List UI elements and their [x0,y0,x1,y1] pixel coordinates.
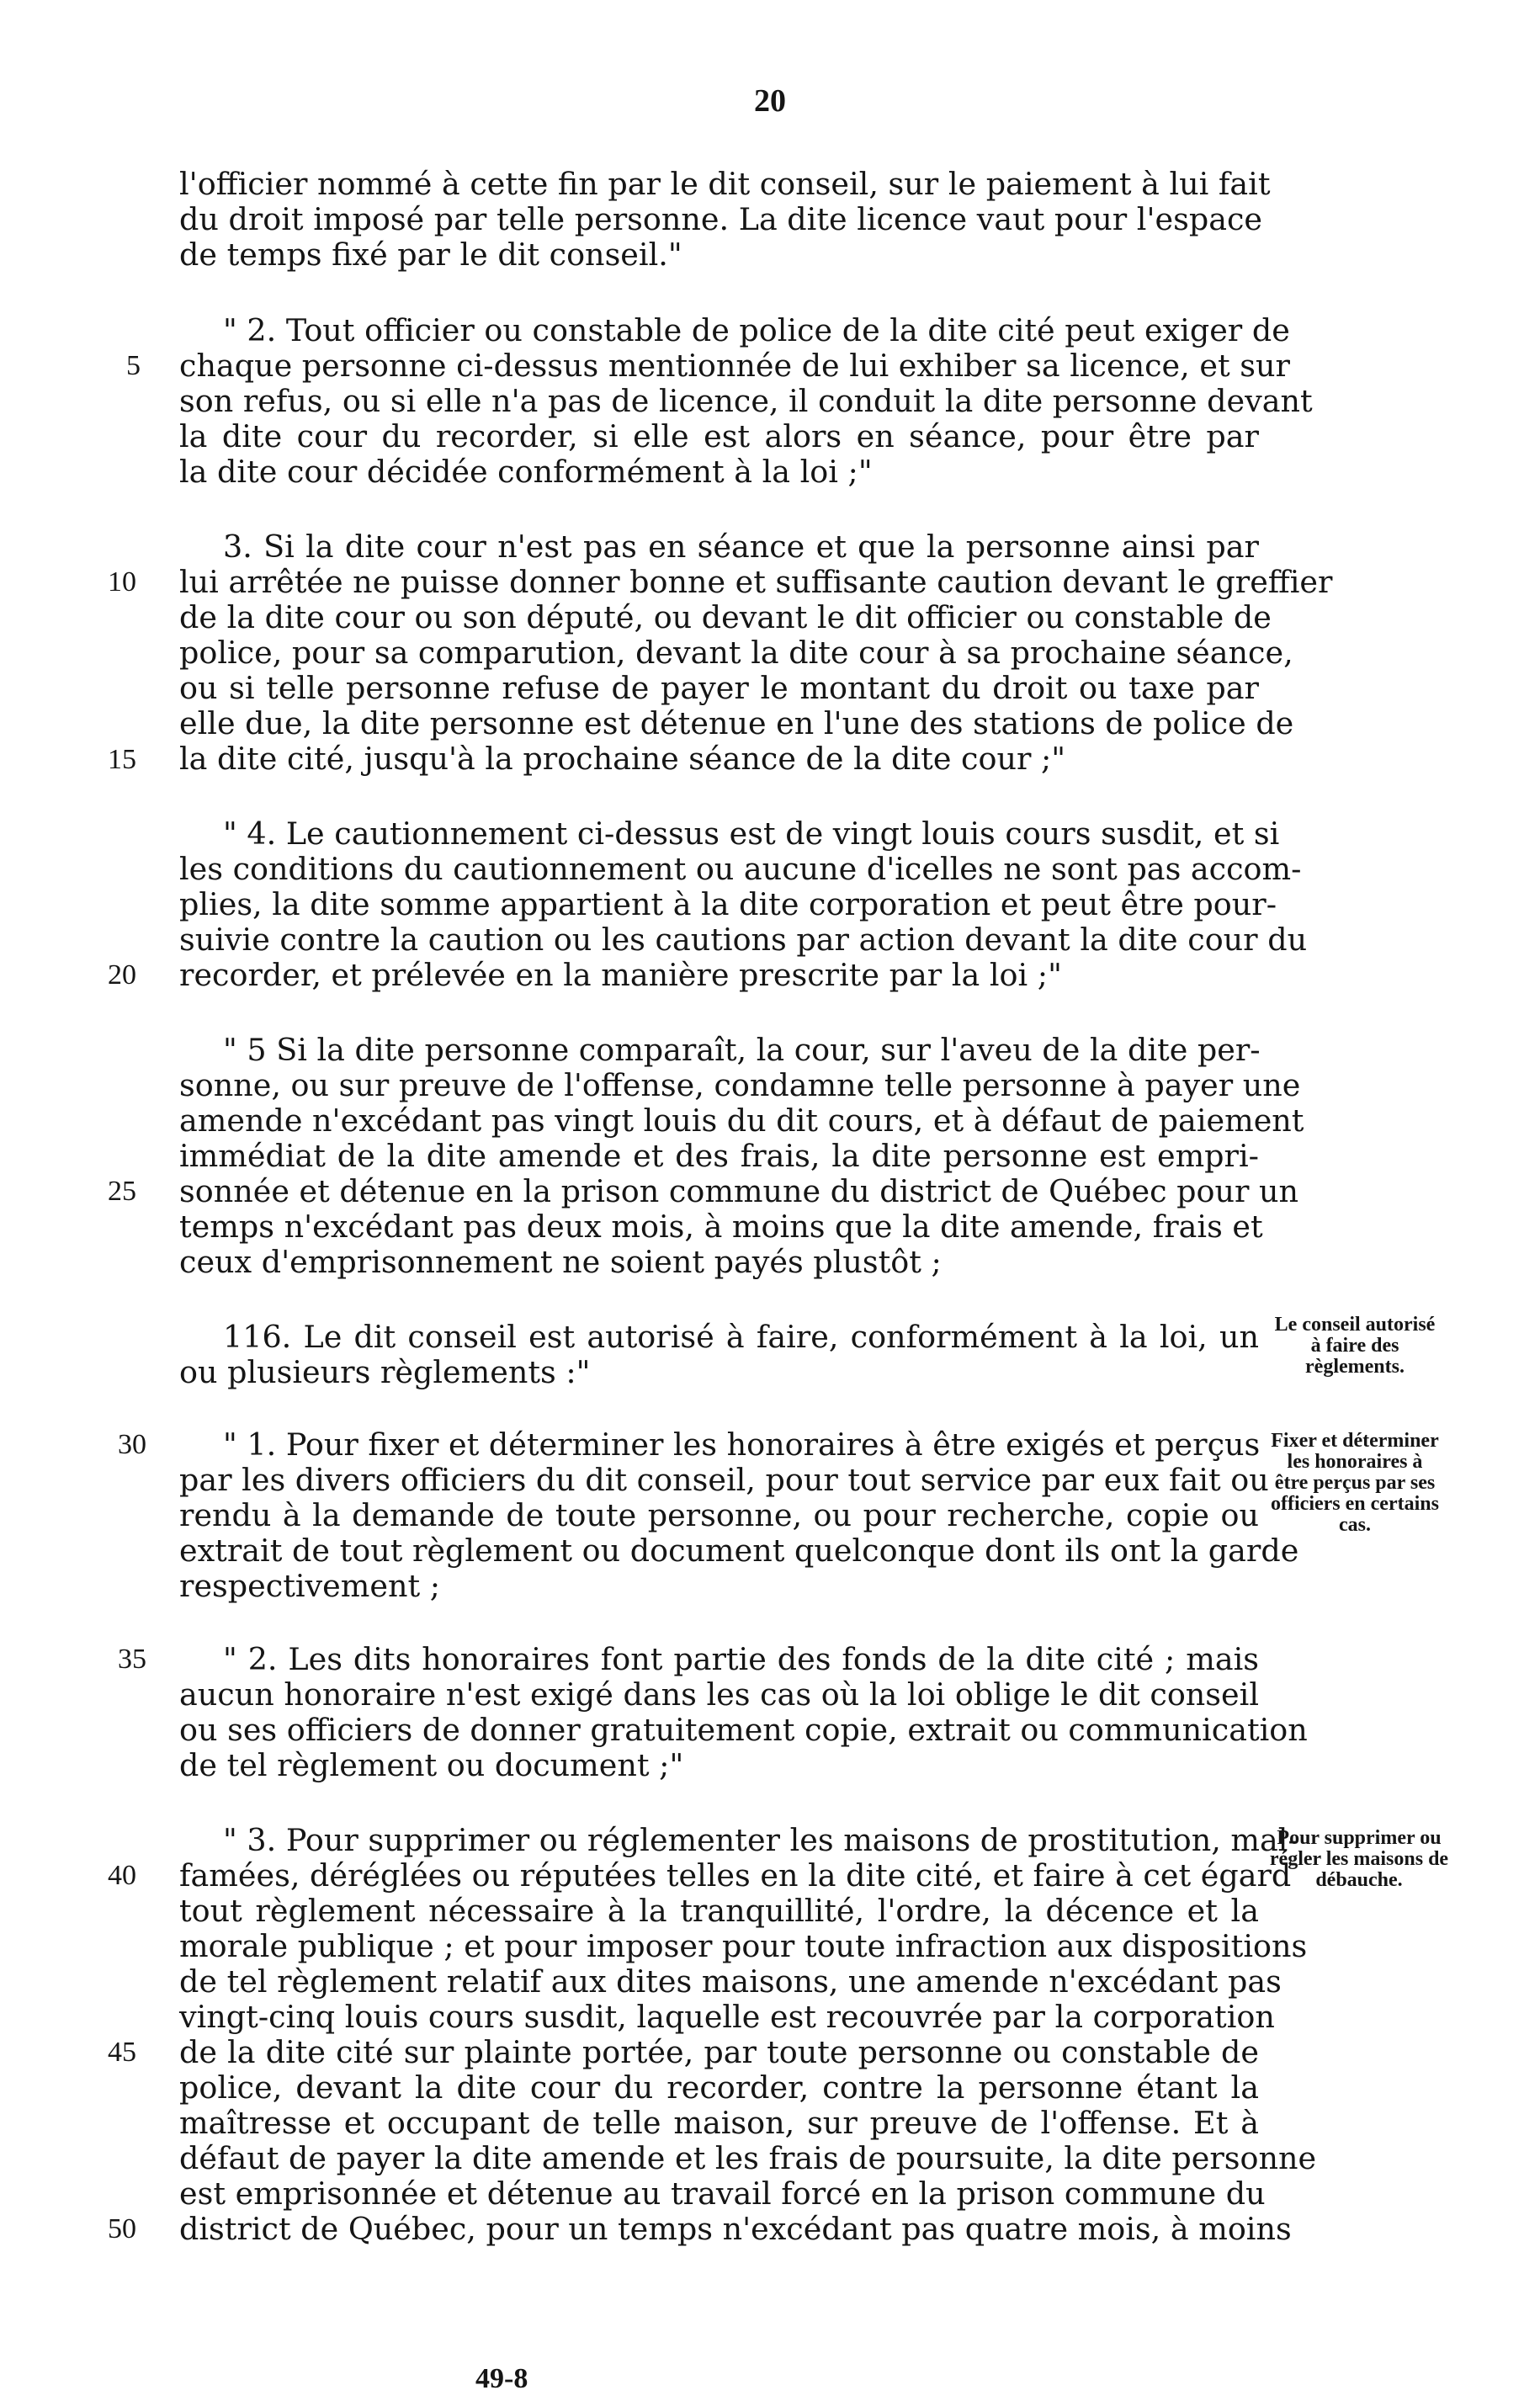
margin-note: Le conseil autorisé à faire des règlements. [1274,1314,1436,1378]
text-line: ou ses officiers de donner gratuitement copie, extrait ou communication [179,1712,1308,1748]
text-line: maîtresse et occupant de telle maison, sur preuve de l'offense. Et à [179,2105,1259,2141]
margin-note: Fixer et déterminer les honoraires à être perçus par ses officiers en certains cas. [1271,1430,1439,1536]
text-line: amende n'excédant pas vingt louis du dit cours, et à défaut de paiement [179,1102,1304,1139]
text-line: ou plusieurs règlements :" [179,1354,591,1390]
text-line: 3. Si la dite cour n'est pas en séance et que la personne ainsi par [223,529,1259,565]
text-line: respectivement ; [179,1568,441,1604]
line-number: 35 [118,1644,146,1675]
text-line: de la dite cité sur plainte portée, par toute personne ou constable de [179,2034,1259,2070]
text-line: sonnée et détenue en la prison commune du district de Québec pour un [179,1173,1299,1209]
paragraph [179,529,1333,777]
line-number: 40 [108,1860,136,1891]
text-line: famées, déréglées ou réputées telles en la dite cité, et faire à cet égard [179,1857,1292,1894]
text-line: elle due, la dite personne est détenue en l'une des stations de police de [179,705,1294,741]
text-line: immédiat de la dite amende et des frais, la dite personne est empri- [179,1138,1259,1174]
text-line: ou si telle personne refuse de payer le montant du droit ou taxe par [179,670,1259,706]
paragraph [179,1822,1317,2247]
text-line: recorder, et prélevée en la manière prescrite par la loi ;" [179,957,1062,993]
page-number: 20 [754,83,786,119]
text-line: " 1. Pour fixer et déterminer les honoraires à être exigés et perçus [223,1426,1261,1463]
text-line: de temps fixé par le dit conseil." [179,236,682,273]
text-line: son refus, ou si elle n'a pas de licence, il conduit la dite personne devant [179,383,1313,419]
margin-note: Pour supprimer ou régler les maisons de débauche. [1269,1827,1449,1891]
text-line: de tel règlement relatif aux dites maisons, une amende n'excédant pas [179,1963,1282,2000]
text-line: rendu à la demande de toute personne, ou pour recherche, copie ou [179,1497,1259,1533]
line-number: 15 [108,744,136,775]
paragraph [179,1032,1304,1280]
paragraph [179,312,1313,490]
text-line: est emprisonnée et détenue au travail forcé en la prison commune du [179,2175,1266,2212]
signature-mark: 49-8 [475,2363,528,2394]
line-number: 50 [108,2213,136,2244]
text-line: vingt-cinq louis cours susdit, laquelle est recouvrée par la corporation [179,1999,1275,2035]
text-line: morale publique ; et pour imposer pour toute infraction aux dispositions [179,1928,1308,1964]
text-line: " 5 Si la dite personne comparaît, la cour, sur l'aveu de la dite per- [223,1032,1261,1068]
text-line: l'officier nommé à cette fin par le dit conseil, sur le paiement à lui fait [179,166,1271,202]
text-line: " 2. Les dits honoraires font partie des fonds de la dite cité ; mais [223,1641,1259,1677]
text-line: police, pour sa comparution, devant la dite cour à sa prochaine séance, [179,635,1293,671]
paragraph [179,1641,1308,1783]
paragraph [179,815,1308,993]
text-line: suivie contre la caution ou les cautions par action devant la dite cour du [179,922,1308,958]
line-number: 10 [108,566,136,598]
text-line: district de Québec, pour un temps n'excédant pas quatre mois, à moins [179,2211,1292,2247]
text-line: chaque personne ci-dessus mentionnée de lui exhiber sa licence, et sur [179,348,1290,384]
text-line: les conditions du cautionnement ou aucune d'icelles ne sont pas accom- [179,851,1302,887]
paragraph [179,1426,1299,1604]
text-line: " 2. Tout officier ou constable de police de la dite cité peut exiger de [223,312,1290,348]
line-number: 25 [108,1176,136,1207]
text-line: police, devant la dite cour du recorder, contre la personne étant la [179,2069,1259,2106]
text-line: sonne, ou sur preuve de l'offense, condamne telle personne à payer une [179,1067,1301,1103]
text-line: du droit imposé par telle personne. La dite licence vaut pour l'espace [179,201,1263,237]
line-number: 20 [108,959,136,991]
text-line: par les divers officiers du dit conseil, pour tout service par eux fait ou [179,1462,1269,1498]
text-line: lui arrêtée ne puisse donner bonne et suffisante caution devant le greffier [179,564,1333,600]
text-line: " 4. Le cautionnement ci-dessus est de vingt louis cours susdit, et si [223,815,1280,852]
text-line: la dite cité, jusqu'à la prochaine séance de la dite cour ;" [179,741,1066,777]
line-number: 45 [108,2037,136,2068]
text-line: de tel règlement ou document ;" [179,1747,684,1783]
text-line: aucun honoraire n'est exigé dans les cas où la loi oblige le dit conseil [179,1676,1259,1713]
text-line: temps n'excédant pas deux mois, à moins que la dite amende, frais et [179,1208,1263,1245]
text-line: 116. Le dit conseil est autorisé à faire, conformément à la loi, un [223,1319,1259,1355]
line-number: 5 [126,350,141,381]
text-line: de la dite cour ou son député, ou devant le dit officier ou constable de [179,599,1272,635]
text-line: défaut de payer la dite amende et les frais de poursuite, la dite personne [179,2140,1317,2176]
text-line: la dite cour du recorder, si elle est alors en séance, pour être par [179,418,1259,454]
paragraph [179,1320,1259,1390]
text-line: la dite cour décidée conformément à la loi ;" [179,454,873,490]
text-line: " 3. Pour supprimer ou réglementer les maisons de prostitution, mal- [223,1822,1298,1858]
line-number: 30 [118,1429,146,1460]
text-line: plies, la dite somme appartient à la dite corporation et peut être pour- [179,886,1277,922]
text-line: ceux d'emprisonnement ne soient payés plustôt ; [179,1244,942,1280]
text-line: extrait de tout règlement ou document quelconque dont ils ont la garde [179,1532,1299,1569]
paragraph [179,166,1271,273]
text-line: tout règlement nécessaire à la tranquillité, l'ordre, la décence et la [179,1893,1259,1929]
